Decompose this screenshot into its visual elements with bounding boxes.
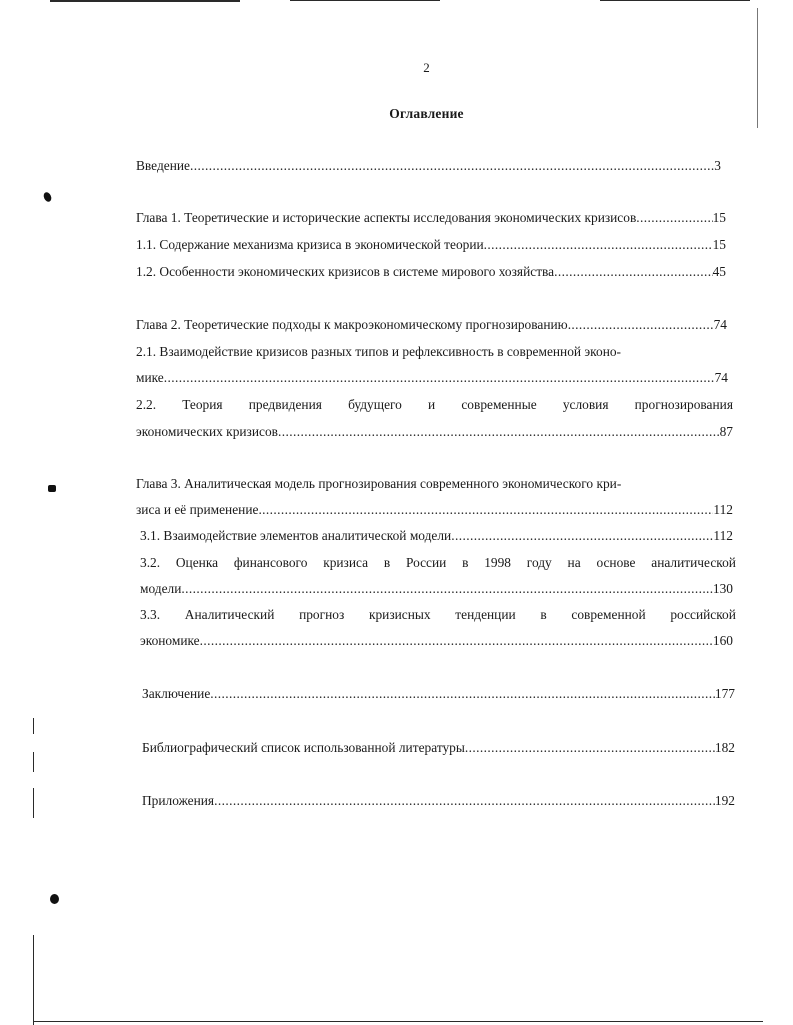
toc-word: 3.2. xyxy=(140,555,161,570)
toc-entry-conclusion[interactable] xyxy=(142,685,735,703)
toc-word: 3.3. xyxy=(140,607,161,622)
toc-entry-appendix[interactable] xyxy=(142,792,735,810)
toc-word: основе xyxy=(596,555,636,570)
toc-word: прогноз xyxy=(299,607,345,622)
toc-word: прогнозирования xyxy=(634,397,733,412)
dot-leader xyxy=(164,369,715,387)
toc-word: финансового xyxy=(233,555,308,570)
toc-entry-section-3-2-line2[interactable] xyxy=(140,580,733,598)
toc-entry-title-cont: зиса и её применение xyxy=(136,502,259,517)
scan-edge-left-4 xyxy=(33,935,34,1025)
toc-entry-title: Глава 2. Теоретические подходы к макроэкономическому прогнозированию xyxy=(136,317,568,332)
toc-entry-page: 15 xyxy=(712,210,726,225)
toc-word: современной xyxy=(571,607,646,622)
scan-border-top-left xyxy=(50,0,240,2)
toc-word: в xyxy=(462,555,469,570)
dot-leader xyxy=(451,527,713,545)
toc-word: кризиса xyxy=(323,555,369,570)
toc-entry-section-2-1-line1[interactable] xyxy=(136,343,727,361)
page-title: Оглавление xyxy=(389,106,464,121)
toc-entry-section-2-2-line2[interactable] xyxy=(136,423,733,441)
toc-entry-bibliography[interactable] xyxy=(142,739,735,757)
toc-entry-intro[interactable] xyxy=(136,157,721,175)
ink-speck xyxy=(42,191,53,203)
scan-border-bottom xyxy=(33,1021,763,1022)
toc-word: предвидения xyxy=(248,397,322,412)
toc-entry-page: 74 xyxy=(714,370,728,385)
dot-leader xyxy=(484,236,713,254)
toc-word: будущего xyxy=(348,397,402,412)
toc-entry-page: 177 xyxy=(714,686,735,701)
page-number: 2 xyxy=(423,60,430,75)
toc-word: 2.2. xyxy=(136,397,157,412)
toc-word: Аналитический xyxy=(184,607,275,622)
toc-entry-page: 3 xyxy=(714,158,721,173)
dot-leader xyxy=(636,209,712,227)
toc-entry-section-3-2-line1[interactable] xyxy=(140,554,736,572)
toc-entry-title: Приложения xyxy=(142,793,215,808)
toc-entry-section-3-3-line1[interactable] xyxy=(140,606,736,624)
toc-entry-section-3-1[interactable] xyxy=(140,527,733,545)
toc-entry-page: 87 xyxy=(719,424,733,439)
toc-entry-chapter-2[interactable] xyxy=(136,316,727,334)
toc-entry-section-1-2[interactable] xyxy=(136,263,726,281)
toc-word: году xyxy=(526,555,552,570)
toc-entry-title: 1.2. Особенности экономических кризисов в системе мирового хозяйства xyxy=(136,264,555,279)
toc-entry-title: 3.1. Взаимодействие элементов аналитической модели xyxy=(140,528,452,543)
dot-leader xyxy=(278,423,720,441)
toc-word: Теория xyxy=(182,397,223,412)
scan-edge-left-2 xyxy=(33,752,34,772)
toc-word: Оценка xyxy=(175,555,219,570)
toc-entry-title-cont: экономике xyxy=(140,633,200,648)
toc-entry-chapter-3-line1[interactable] xyxy=(136,475,736,493)
toc-entry-page: 74 xyxy=(713,317,727,332)
toc-word: в xyxy=(383,555,391,570)
dot-leader xyxy=(181,580,713,598)
toc-word: и xyxy=(428,397,436,412)
scan-edge-left-3 xyxy=(33,788,34,818)
dot-leader xyxy=(465,739,715,757)
scan-edge-left-1 xyxy=(33,718,34,734)
toc-entry-title-cont: модели xyxy=(140,581,182,596)
dot-leader xyxy=(210,685,715,703)
toc-word: кризисных xyxy=(368,607,431,622)
toc-word: тенденции xyxy=(455,607,516,622)
toc-word: России xyxy=(405,555,447,570)
toc-entry-title: Глава 1. Теоретические и исторические аспекты исследования экономических кризисов xyxy=(136,210,637,225)
toc-word: современные xyxy=(461,397,537,412)
dot-leader xyxy=(568,316,714,334)
toc-entry-title-cont: экономических кризисов xyxy=(136,424,278,439)
toc-entry-title: Введение xyxy=(136,158,190,173)
toc-word: аналитической xyxy=(651,555,736,570)
toc-entry-section-1-1[interactable] xyxy=(136,236,726,254)
toc-entry-title: Глава 3. Аналитическая модель прогнозирования современного экономического кри- xyxy=(136,476,622,491)
toc-entry-page: 192 xyxy=(714,793,735,808)
toc-entry-title: Заключение xyxy=(142,686,211,701)
toc-word: условия xyxy=(562,397,609,412)
dot-leader xyxy=(200,632,713,650)
toc-entry-page: 112 xyxy=(713,502,733,517)
dot-leader xyxy=(554,263,712,281)
toc-entry-title-cont: мике xyxy=(136,370,164,385)
toc-entry-chapter-3-line2[interactable] xyxy=(136,501,733,519)
scan-border-top-right xyxy=(600,0,750,1)
scan-border-top-mid xyxy=(290,0,440,1)
toc-entry-section-2-2-line1[interactable] xyxy=(136,396,733,414)
toc-word: на xyxy=(567,555,581,570)
toc-word: российской xyxy=(670,607,736,622)
ink-speck xyxy=(48,485,56,492)
dot-leader xyxy=(190,157,714,175)
dot-leader xyxy=(258,501,713,519)
ink-speck xyxy=(50,894,59,904)
toc-entry-page: 160 xyxy=(712,633,733,648)
toc-entry-page: 130 xyxy=(712,581,733,596)
toc-entry-title: 2.1. Взаимодействие кризисов разных типов и рефлексивность в современной эконо- xyxy=(136,344,622,359)
toc-entry-page: 15 xyxy=(712,237,726,252)
toc-word: 1998 xyxy=(484,555,511,570)
toc-entry-page: 45 xyxy=(712,264,726,279)
toc-entry-section-2-1-line2[interactable] xyxy=(136,369,728,387)
toc-word: в xyxy=(540,607,547,622)
toc-entry-page: 182 xyxy=(714,740,735,755)
toc-entry-page: 112 xyxy=(713,528,733,543)
dot-leader xyxy=(214,792,715,810)
toc-entry-title: 1.1. Содержание механизма кризиса в экономической теории xyxy=(136,237,484,252)
toc-entry-section-3-3-line2[interactable] xyxy=(140,632,733,650)
toc-entry-title: Библиографический список использованной литературы xyxy=(142,740,465,755)
toc-entry-chapter-1[interactable] xyxy=(136,209,726,227)
